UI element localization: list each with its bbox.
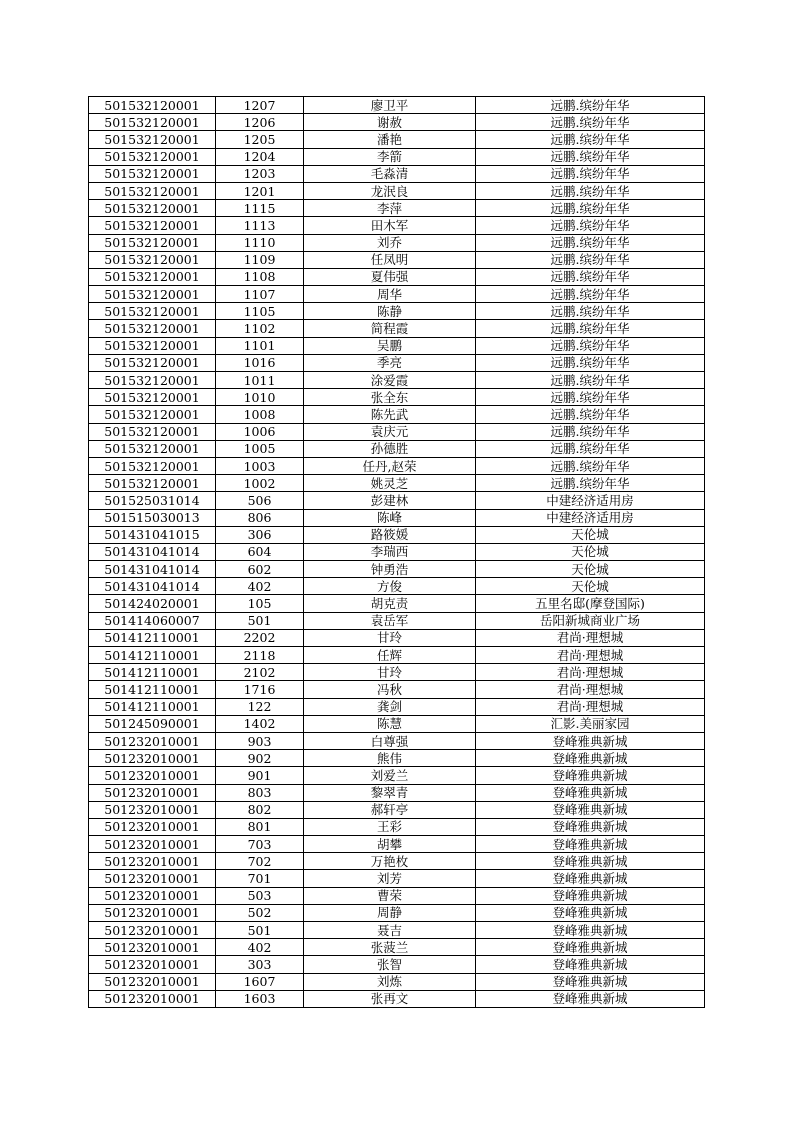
room-number-cell: 1101 xyxy=(216,337,304,354)
project-name-cell: 天伦城 xyxy=(476,526,705,543)
account-number-cell: 501532120001 xyxy=(89,286,216,303)
table-row xyxy=(89,492,705,509)
owner-name-cell: 涂爱霞 xyxy=(304,372,476,389)
room-number-cell: 1105 xyxy=(216,303,304,320)
project-name-cell: 远鹏.缤纷年华 xyxy=(476,114,705,131)
table-row xyxy=(89,818,705,835)
table-row xyxy=(89,114,705,131)
owner-name-cell: 田木军 xyxy=(304,217,476,234)
project-name-cell: 远鹏.缤纷年华 xyxy=(476,131,705,148)
account-number-cell: 501232010001 xyxy=(89,956,216,973)
owner-name-cell: 季亮 xyxy=(304,354,476,371)
table-row xyxy=(89,784,705,801)
account-number-cell: 501532120001 xyxy=(89,457,216,474)
account-number-cell: 501232010001 xyxy=(89,853,216,870)
owner-name-cell: 陈峰 xyxy=(304,509,476,526)
account-number-cell: 501232010001 xyxy=(89,784,216,801)
account-number-cell: 501232010001 xyxy=(89,836,216,853)
project-name-cell: 远鹏.缤纷年华 xyxy=(476,406,705,423)
room-number-cell: 801 xyxy=(216,818,304,835)
room-number-cell: 803 xyxy=(216,784,304,801)
room-number-cell: 1201 xyxy=(216,182,304,199)
table-row xyxy=(89,629,705,646)
owner-name-cell: 张再文 xyxy=(304,990,476,1007)
project-name-cell: 登峰雅典新城 xyxy=(476,990,705,1007)
account-number-cell: 501232010001 xyxy=(89,973,216,990)
room-number-cell: 2202 xyxy=(216,629,304,646)
room-number-cell: 1010 xyxy=(216,389,304,406)
room-number-cell: 802 xyxy=(216,801,304,818)
account-number-cell: 501412110001 xyxy=(89,647,216,664)
table-row xyxy=(89,131,705,148)
room-number-cell: 2102 xyxy=(216,664,304,681)
table-row xyxy=(89,561,705,578)
room-number-cell: 1204 xyxy=(216,148,304,165)
account-number-cell: 501532120001 xyxy=(89,182,216,199)
account-number-cell: 501532120001 xyxy=(89,354,216,371)
table-row xyxy=(89,681,705,698)
owner-name-cell: 曹荣 xyxy=(304,887,476,904)
account-number-cell: 501532120001 xyxy=(89,217,216,234)
account-number-cell: 501424020001 xyxy=(89,595,216,612)
account-number-cell: 501532120001 xyxy=(89,165,216,182)
table-row xyxy=(89,251,705,268)
room-number-cell: 602 xyxy=(216,561,304,578)
owner-name-cell: 白尊强 xyxy=(304,732,476,749)
account-number-cell: 501412110001 xyxy=(89,664,216,681)
account-number-cell: 501412110001 xyxy=(89,681,216,698)
table-row xyxy=(89,268,705,285)
project-name-cell: 登峰雅典新城 xyxy=(476,767,705,784)
room-number-cell: 1607 xyxy=(216,973,304,990)
room-number-cell: 1108 xyxy=(216,268,304,285)
owner-name-cell: 彭建林 xyxy=(304,492,476,509)
room-number-cell: 1002 xyxy=(216,475,304,492)
project-name-cell: 岳阳新城商业广场 xyxy=(476,612,705,629)
table-row xyxy=(89,715,705,732)
account-number-cell: 501232010001 xyxy=(89,801,216,818)
room-number-cell: 902 xyxy=(216,750,304,767)
table-row xyxy=(89,200,705,217)
table-row xyxy=(89,664,705,681)
project-name-cell: 远鹏.缤纷年华 xyxy=(476,303,705,320)
account-number-cell: 501232010001 xyxy=(89,750,216,767)
owner-name-cell: 陈慧 xyxy=(304,715,476,732)
room-number-cell: 701 xyxy=(216,870,304,887)
account-number-cell: 501532120001 xyxy=(89,114,216,131)
owner-name-cell: 刘芳 xyxy=(304,870,476,887)
owner-name-cell: 姚灵芝 xyxy=(304,475,476,492)
table-row xyxy=(89,853,705,870)
account-number-cell: 501232010001 xyxy=(89,767,216,784)
account-number-cell: 501532120001 xyxy=(89,131,216,148)
project-name-cell: 君尚·理想城 xyxy=(476,698,705,715)
account-number-cell: 501412110001 xyxy=(89,698,216,715)
room-number-cell: 1008 xyxy=(216,406,304,423)
account-number-cell: 501525031014 xyxy=(89,492,216,509)
room-number-cell: 1006 xyxy=(216,423,304,440)
record-table-body xyxy=(89,97,705,1008)
room-number-cell: 1113 xyxy=(216,217,304,234)
table-row xyxy=(89,836,705,853)
account-number-cell: 501532120001 xyxy=(89,234,216,251)
account-number-cell: 501532120001 xyxy=(89,440,216,457)
owner-name-cell: 袁庆元 xyxy=(304,423,476,440)
owner-name-cell: 任辉 xyxy=(304,647,476,664)
table-row xyxy=(89,922,705,939)
project-name-cell: 远鹏.缤纷年华 xyxy=(476,457,705,474)
table-row xyxy=(89,337,705,354)
account-number-cell: 501532120001 xyxy=(89,372,216,389)
project-name-cell: 天伦城 xyxy=(476,543,705,560)
project-name-cell: 中建经济适用房 xyxy=(476,492,705,509)
account-number-cell: 501431041014 xyxy=(89,561,216,578)
owner-name-cell: 冯秋 xyxy=(304,681,476,698)
record-table xyxy=(88,96,705,1008)
project-name-cell: 君尚·理想城 xyxy=(476,681,705,698)
project-name-cell: 登峰雅典新城 xyxy=(476,870,705,887)
table-row xyxy=(89,647,705,664)
project-name-cell: 远鹏.缤纷年华 xyxy=(476,200,705,217)
project-name-cell: 登峰雅典新城 xyxy=(476,732,705,749)
room-number-cell: 604 xyxy=(216,543,304,560)
owner-name-cell: 刘乔 xyxy=(304,234,476,251)
project-name-cell: 远鹏.缤纷年华 xyxy=(476,372,705,389)
owner-name-cell: 吴鹏 xyxy=(304,337,476,354)
project-name-cell: 远鹏.缤纷年华 xyxy=(476,165,705,182)
owner-name-cell: 毛淼清 xyxy=(304,165,476,182)
room-number-cell: 1402 xyxy=(216,715,304,732)
room-number-cell: 501 xyxy=(216,612,304,629)
owner-name-cell: 李萍 xyxy=(304,200,476,217)
owner-name-cell: 龙泯良 xyxy=(304,182,476,199)
project-name-cell: 五里名邸(摩登国际) xyxy=(476,595,705,612)
table-row xyxy=(89,904,705,921)
owner-name-cell: 甘玲 xyxy=(304,629,476,646)
room-number-cell: 1206 xyxy=(216,114,304,131)
room-number-cell: 901 xyxy=(216,767,304,784)
table-row xyxy=(89,457,705,474)
account-number-cell: 501532120001 xyxy=(89,200,216,217)
room-number-cell: 1205 xyxy=(216,131,304,148)
owner-name-cell: 廖卫平 xyxy=(304,97,476,114)
account-number-cell: 501532120001 xyxy=(89,423,216,440)
room-number-cell: 1011 xyxy=(216,372,304,389)
account-number-cell: 501245090001 xyxy=(89,715,216,732)
project-name-cell: 远鹏.缤纷年华 xyxy=(476,389,705,406)
room-number-cell: 806 xyxy=(216,509,304,526)
room-number-cell: 1716 xyxy=(216,681,304,698)
project-name-cell: 登峰雅典新城 xyxy=(476,904,705,921)
project-name-cell: 远鹏.缤纷年华 xyxy=(476,97,705,114)
table-row xyxy=(89,801,705,818)
account-number-cell: 501532120001 xyxy=(89,389,216,406)
owner-name-cell: 周静 xyxy=(304,904,476,921)
room-number-cell: 2118 xyxy=(216,647,304,664)
owner-name-cell: 胡克责 xyxy=(304,595,476,612)
account-number-cell: 501532120001 xyxy=(89,268,216,285)
room-number-cell: 702 xyxy=(216,853,304,870)
room-number-cell: 502 xyxy=(216,904,304,921)
room-number-cell: 1115 xyxy=(216,200,304,217)
account-number-cell: 501515030013 xyxy=(89,509,216,526)
account-number-cell: 501532120001 xyxy=(89,475,216,492)
owner-name-cell: 路筱媛 xyxy=(304,526,476,543)
owner-name-cell: 刘炼 xyxy=(304,973,476,990)
room-number-cell: 1102 xyxy=(216,320,304,337)
table-row xyxy=(89,732,705,749)
table-row xyxy=(89,750,705,767)
account-number-cell: 501232010001 xyxy=(89,922,216,939)
owner-name-cell: 钟勇浩 xyxy=(304,561,476,578)
project-name-cell: 登峰雅典新城 xyxy=(476,784,705,801)
owner-name-cell: 聂吉 xyxy=(304,922,476,939)
project-name-cell: 登峰雅典新城 xyxy=(476,818,705,835)
account-number-cell: 501232010001 xyxy=(89,732,216,749)
table-row xyxy=(89,990,705,1007)
table-row xyxy=(89,165,705,182)
owner-name-cell: 张菠兰 xyxy=(304,939,476,956)
account-number-cell: 501431041014 xyxy=(89,578,216,595)
owner-name-cell: 龚剑 xyxy=(304,698,476,715)
account-number-cell: 501532120001 xyxy=(89,303,216,320)
project-name-cell: 中建经济适用房 xyxy=(476,509,705,526)
owner-name-cell: 刘爱兰 xyxy=(304,767,476,784)
account-number-cell: 501232010001 xyxy=(89,990,216,1007)
table-row xyxy=(89,406,705,423)
project-name-cell: 远鹏.缤纷年华 xyxy=(476,475,705,492)
table-row xyxy=(89,956,705,973)
owner-name-cell: 简程霞 xyxy=(304,320,476,337)
table-row xyxy=(89,509,705,526)
owner-name-cell: 夏伟强 xyxy=(304,268,476,285)
account-number-cell: 501232010001 xyxy=(89,818,216,835)
table-row xyxy=(89,767,705,784)
table-row xyxy=(89,182,705,199)
table-row xyxy=(89,320,705,337)
account-number-cell: 501232010001 xyxy=(89,870,216,887)
room-number-cell: 1207 xyxy=(216,97,304,114)
owner-name-cell: 熊伟 xyxy=(304,750,476,767)
owner-name-cell: 陈先武 xyxy=(304,406,476,423)
project-name-cell: 远鹏.缤纷年华 xyxy=(476,234,705,251)
owner-name-cell: 李箭 xyxy=(304,148,476,165)
table-row xyxy=(89,939,705,956)
owner-name-cell: 王彩 xyxy=(304,818,476,835)
table-row xyxy=(89,423,705,440)
project-name-cell: 天伦城 xyxy=(476,561,705,578)
owner-name-cell: 孙德胜 xyxy=(304,440,476,457)
room-number-cell: 303 xyxy=(216,956,304,973)
table-row xyxy=(89,303,705,320)
room-number-cell: 1003 xyxy=(216,457,304,474)
table-row xyxy=(89,698,705,715)
table-row xyxy=(89,543,705,560)
table-row xyxy=(89,148,705,165)
project-name-cell: 远鹏.缤纷年华 xyxy=(476,217,705,234)
room-number-cell: 105 xyxy=(216,595,304,612)
owner-name-cell: 甘玲 xyxy=(304,664,476,681)
project-name-cell: 登峰雅典新城 xyxy=(476,922,705,939)
table-row xyxy=(89,389,705,406)
project-name-cell: 登峰雅典新城 xyxy=(476,853,705,870)
account-number-cell: 501412110001 xyxy=(89,629,216,646)
room-number-cell: 506 xyxy=(216,492,304,509)
table-row xyxy=(89,887,705,904)
table-row xyxy=(89,440,705,457)
project-name-cell: 登峰雅典新城 xyxy=(476,836,705,853)
project-name-cell: 天伦城 xyxy=(476,578,705,595)
owner-name-cell: 谢赦 xyxy=(304,114,476,131)
owner-name-cell: 万艳枚 xyxy=(304,853,476,870)
project-name-cell: 君尚·理想城 xyxy=(476,647,705,664)
room-number-cell: 1203 xyxy=(216,165,304,182)
room-number-cell: 1603 xyxy=(216,990,304,1007)
project-name-cell: 远鹏.缤纷年华 xyxy=(476,182,705,199)
table-row xyxy=(89,578,705,595)
owner-name-cell: 李瑞西 xyxy=(304,543,476,560)
account-number-cell: 501532120001 xyxy=(89,97,216,114)
owner-name-cell: 任凤明 xyxy=(304,251,476,268)
room-number-cell: 1109 xyxy=(216,251,304,268)
account-number-cell: 501532120001 xyxy=(89,320,216,337)
table-row xyxy=(89,612,705,629)
project-name-cell: 远鹏.缤纷年华 xyxy=(476,337,705,354)
room-number-cell: 1110 xyxy=(216,234,304,251)
project-name-cell: 远鹏.缤纷年华 xyxy=(476,354,705,371)
account-number-cell: 501232010001 xyxy=(89,939,216,956)
table-row xyxy=(89,973,705,990)
owner-name-cell: 张智 xyxy=(304,956,476,973)
room-number-cell: 122 xyxy=(216,698,304,715)
room-number-cell: 402 xyxy=(216,939,304,956)
project-name-cell: 登峰雅典新城 xyxy=(476,750,705,767)
table-row xyxy=(89,354,705,371)
account-number-cell: 501232010001 xyxy=(89,904,216,921)
project-name-cell: 登峰雅典新城 xyxy=(476,973,705,990)
project-name-cell: 君尚·理想城 xyxy=(476,664,705,681)
account-number-cell: 501232010001 xyxy=(89,887,216,904)
table-row xyxy=(89,217,705,234)
project-name-cell: 登峰雅典新城 xyxy=(476,801,705,818)
table-row xyxy=(89,870,705,887)
table-row xyxy=(89,286,705,303)
table-row xyxy=(89,372,705,389)
owner-name-cell: 陈静 xyxy=(304,303,476,320)
room-number-cell: 1016 xyxy=(216,354,304,371)
account-number-cell: 501532120001 xyxy=(89,148,216,165)
room-number-cell: 703 xyxy=(216,836,304,853)
room-number-cell: 501 xyxy=(216,922,304,939)
account-number-cell: 501532120001 xyxy=(89,337,216,354)
account-number-cell: 501431041015 xyxy=(89,526,216,543)
project-name-cell: 远鹏.缤纷年华 xyxy=(476,251,705,268)
room-number-cell: 1005 xyxy=(216,440,304,457)
project-name-cell: 登峰雅典新城 xyxy=(476,956,705,973)
account-number-cell: 501532120001 xyxy=(89,406,216,423)
project-name-cell: 登峰雅典新城 xyxy=(476,939,705,956)
room-number-cell: 306 xyxy=(216,526,304,543)
table-row xyxy=(89,234,705,251)
project-name-cell: 远鹏.缤纷年华 xyxy=(476,148,705,165)
owner-name-cell: 袁岳军 xyxy=(304,612,476,629)
owner-name-cell: 郝轩亭 xyxy=(304,801,476,818)
project-name-cell: 汇影.美丽家园 xyxy=(476,715,705,732)
room-number-cell: 1107 xyxy=(216,286,304,303)
room-number-cell: 903 xyxy=(216,732,304,749)
table-row xyxy=(89,97,705,114)
project-name-cell: 登峰雅典新城 xyxy=(476,887,705,904)
project-name-cell: 远鹏.缤纷年华 xyxy=(476,423,705,440)
project-name-cell: 君尚·理想城 xyxy=(476,629,705,646)
project-name-cell: 远鹏.缤纷年华 xyxy=(476,268,705,285)
table-row xyxy=(89,475,705,492)
owner-name-cell: 任丹,赵荣 xyxy=(304,457,476,474)
owner-name-cell: 潘艳 xyxy=(304,131,476,148)
account-number-cell: 501532120001 xyxy=(89,251,216,268)
account-number-cell: 501414060007 xyxy=(89,612,216,629)
table-row xyxy=(89,595,705,612)
project-name-cell: 远鹏.缤纷年华 xyxy=(476,286,705,303)
owner-name-cell: 张全东 xyxy=(304,389,476,406)
owner-name-cell: 方俊 xyxy=(304,578,476,595)
project-name-cell: 远鹏.缤纷年华 xyxy=(476,440,705,457)
account-number-cell: 501431041014 xyxy=(89,543,216,560)
room-number-cell: 503 xyxy=(216,887,304,904)
owner-name-cell: 胡攀 xyxy=(304,836,476,853)
owner-name-cell: 黎翠青 xyxy=(304,784,476,801)
table-row xyxy=(89,526,705,543)
project-name-cell: 远鹏.缤纷年华 xyxy=(476,320,705,337)
owner-name-cell: 周华 xyxy=(304,286,476,303)
room-number-cell: 402 xyxy=(216,578,304,595)
